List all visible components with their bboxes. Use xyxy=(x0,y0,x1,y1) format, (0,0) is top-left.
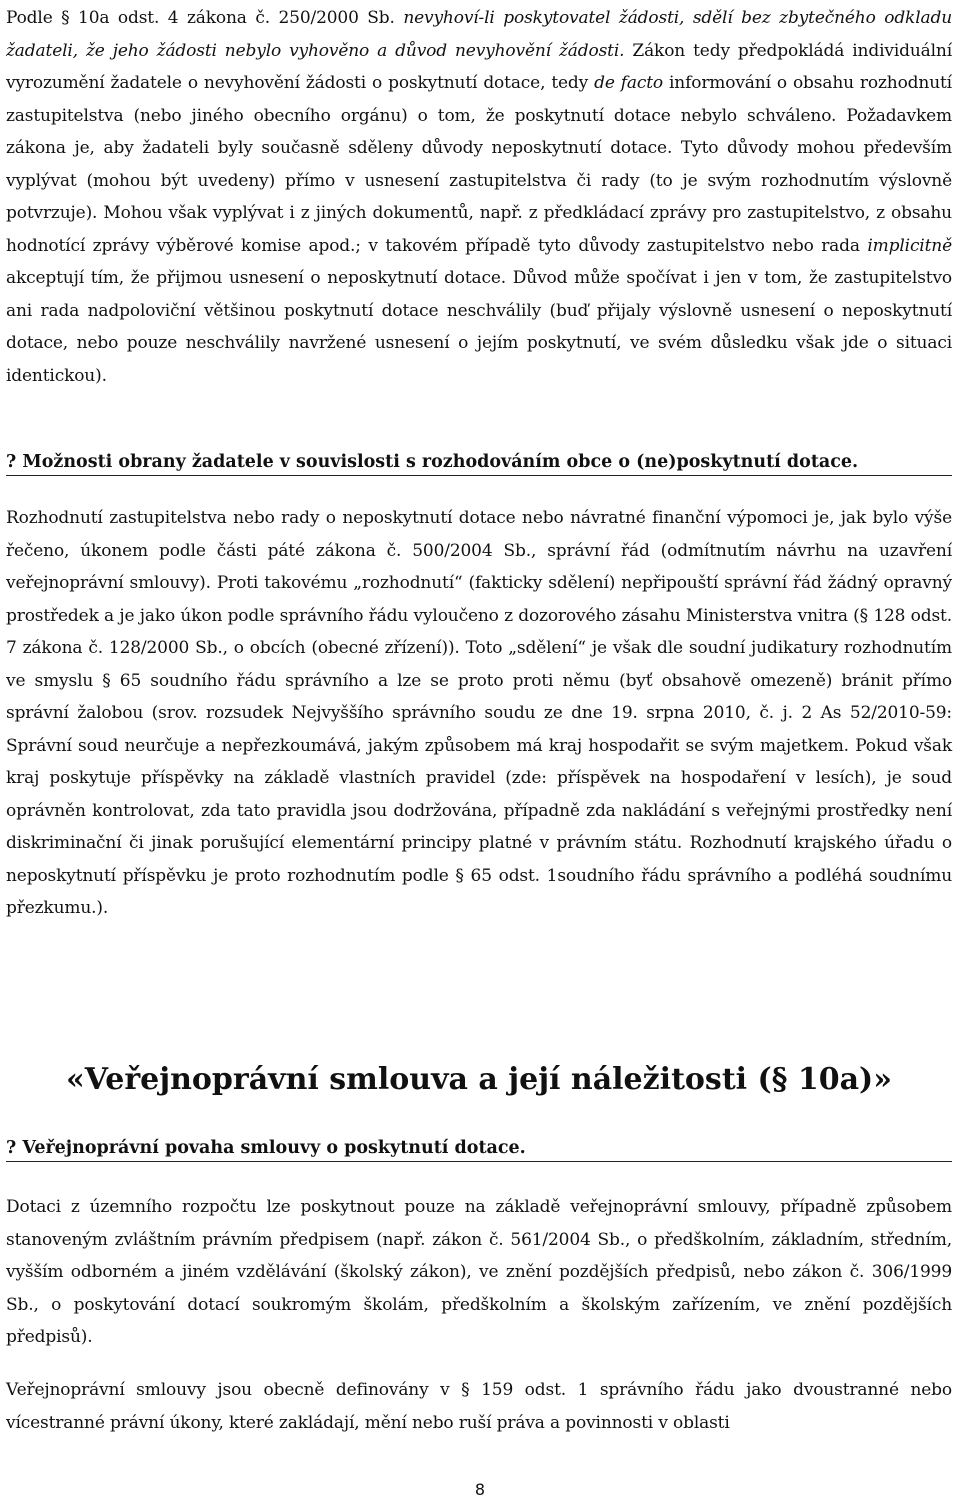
paragraph-defense: Rozhodnutí zastupitelstva nebo rady o neposkytnutí dotace nebo návratné finanční výpomoci je, jak bylo výše řečeno, úkonem podle části páté zákona č. 500/2004 Sb., správní řád (odmítnutím návrhu na uzavření veřejnoprávní smlouvy). Proti takovému „rozhodnutí“ (fakticky sdělení) nepřipouští správní řád žádný opravný prostředek a je jako úkon podle správního řádu vyloučeno z dozorového zásahu Ministerstva vnitra (§ 128 odst. 7 zákona č. 128/2000 Sb., o obcích (obecné zřízení)). Toto „sdělení“ je však dle soudní judikatury rozhodnutím ve smyslu § 65 soudního řádu správního a lze se proto proti němu (byť obsahově omezeně) bránit přímo správní žalobou (srov. rozsudek Nejvyššího správního soudu ze dne 19. srpna 2010, č. j. 2 As 52/2010-59: Správní soud neurčuje a nepřezkoumává, jakým způsobem má kraj hospodařit se svým majetkem. Pokud však kraj poskytuje příspěvky na základě vlastních pravidel (zde: příspěvek na hospodaření v lesích), je soud oprávněn kontrolovat, zda tato pravidla jsou dodržována, případně zda nakládání s veřejnými prostředky není diskriminační či jinak porušující elementární principy platné v právním státu. Rozhodnutí krajského úřadu o neposkytnutí příspěvku je proto rozhodnutím podle § 65 odst. 1soudního řádu správního a podléhá soudnímu přezkumu.). xyxy=(6,508,952,918)
section-sign: § xyxy=(771,1062,788,1097)
paragraph-notification: Podle § 10a odst. 4 zákona č. 250/2000 Sb. nevyhoví-li poskytovatel žádosti, sdělí bez zbytečného odkladu žadateli, že jeho žádosti nebylo vyhověno a důvod nevyhovění žádosti. Zákon tedy předpokládá individuální vyrozumění žadatele o nevyhovění žádosti o poskytnutí dotace, tedy de facto informování o obsahu rozhodnutí zastupitelstva (nebo jiného obecního orgánu) o tom, že poskytnutí dotace nebylo schváleno. Požadavkem zákona je, aby žadateli byly současně sděleny důvody neposkytnutí dotace. Tyto důvody mohou především vyplývat (mohou být uvedeny) přímo v usnesení zastupitelstva či rady (to je svým rozhodnutím výslovně potvrzuje). Mohou však vyplývat i z jiných dokumentů, např. z předkládací zprávy pro zastupitelstvo, z obsahu hodnotící zprávy výběrové komise apod.; v takovém případě tyto důvody zastupitelstvo nebo rada implicitně akceptují tím, že přijmou usnesení o neposkytnutí dotace. Důvod může spočívat i jen v tom, že zastupitelstvo ani rada nadpoloviční většinou poskytnutí dotace neschválily (buď přijaly výslovně usnesení o neposkytnutí dotace, nebo pouze neschválily navržené usnesení o jejím poskytnutí, ve svém důsledku však jde o situaci identickou). xyxy=(6,8,953,386)
section-heading-public-law: ? Veřejnoprávní povaha smlouvy o poskytnutí dotace. xyxy=(6,1135,952,1162)
section-sign: § xyxy=(461,1380,470,1400)
paragraph-definition: Veřejnoprávní smlouvy jsou obecně definovány v § 159 odst. 1 správního řádu jako dvoustranné nebo vícestranné právní úkony, které zakládají, mění nebo ruší práva a povinnosti v oblasti xyxy=(6,1380,952,1433)
section-sign: § xyxy=(455,865,464,886)
section-heading-defense: ? Možnosti obrany žadatele v souvislosti s rozhodováním obce o (ne)poskytnutí dotace. xyxy=(6,449,952,476)
chapter-title: «Veřejnoprávní smlouva a její náležitosti (§ 10a)» xyxy=(65,1062,892,1097)
law-quote: nevyhoví-li poskytovatel žádosti, sdělí bez zbytečného odkladu žadateli, že jeho žádosti nebylo vyhověno a důvod nevyhovění žádosti. xyxy=(6,8,953,61)
paragraph-public-law: Dotaci z územního rozpočtu lze poskytnout pouze na základě veřejnoprávní smlouvy, případně způsobem stanoveným zvláštním právním předpisem (např. zákon č. 561/2004 Sb., o předškolním, základním, středním, vyšším odborném a jiném vzdělávání (školský zákon), ve znění pozdějších předpisů, nebo zákon č. 306/1999 Sb., o poskytování dotací soukromým školám, předškolním a školským zařízením, ve znění pozdějších předpisů). xyxy=(6,1197,952,1347)
section-sign: § xyxy=(102,670,111,691)
page-number: 8 xyxy=(474,1480,486,1499)
section-sign: § xyxy=(61,8,70,28)
section-sign: § xyxy=(859,605,868,626)
